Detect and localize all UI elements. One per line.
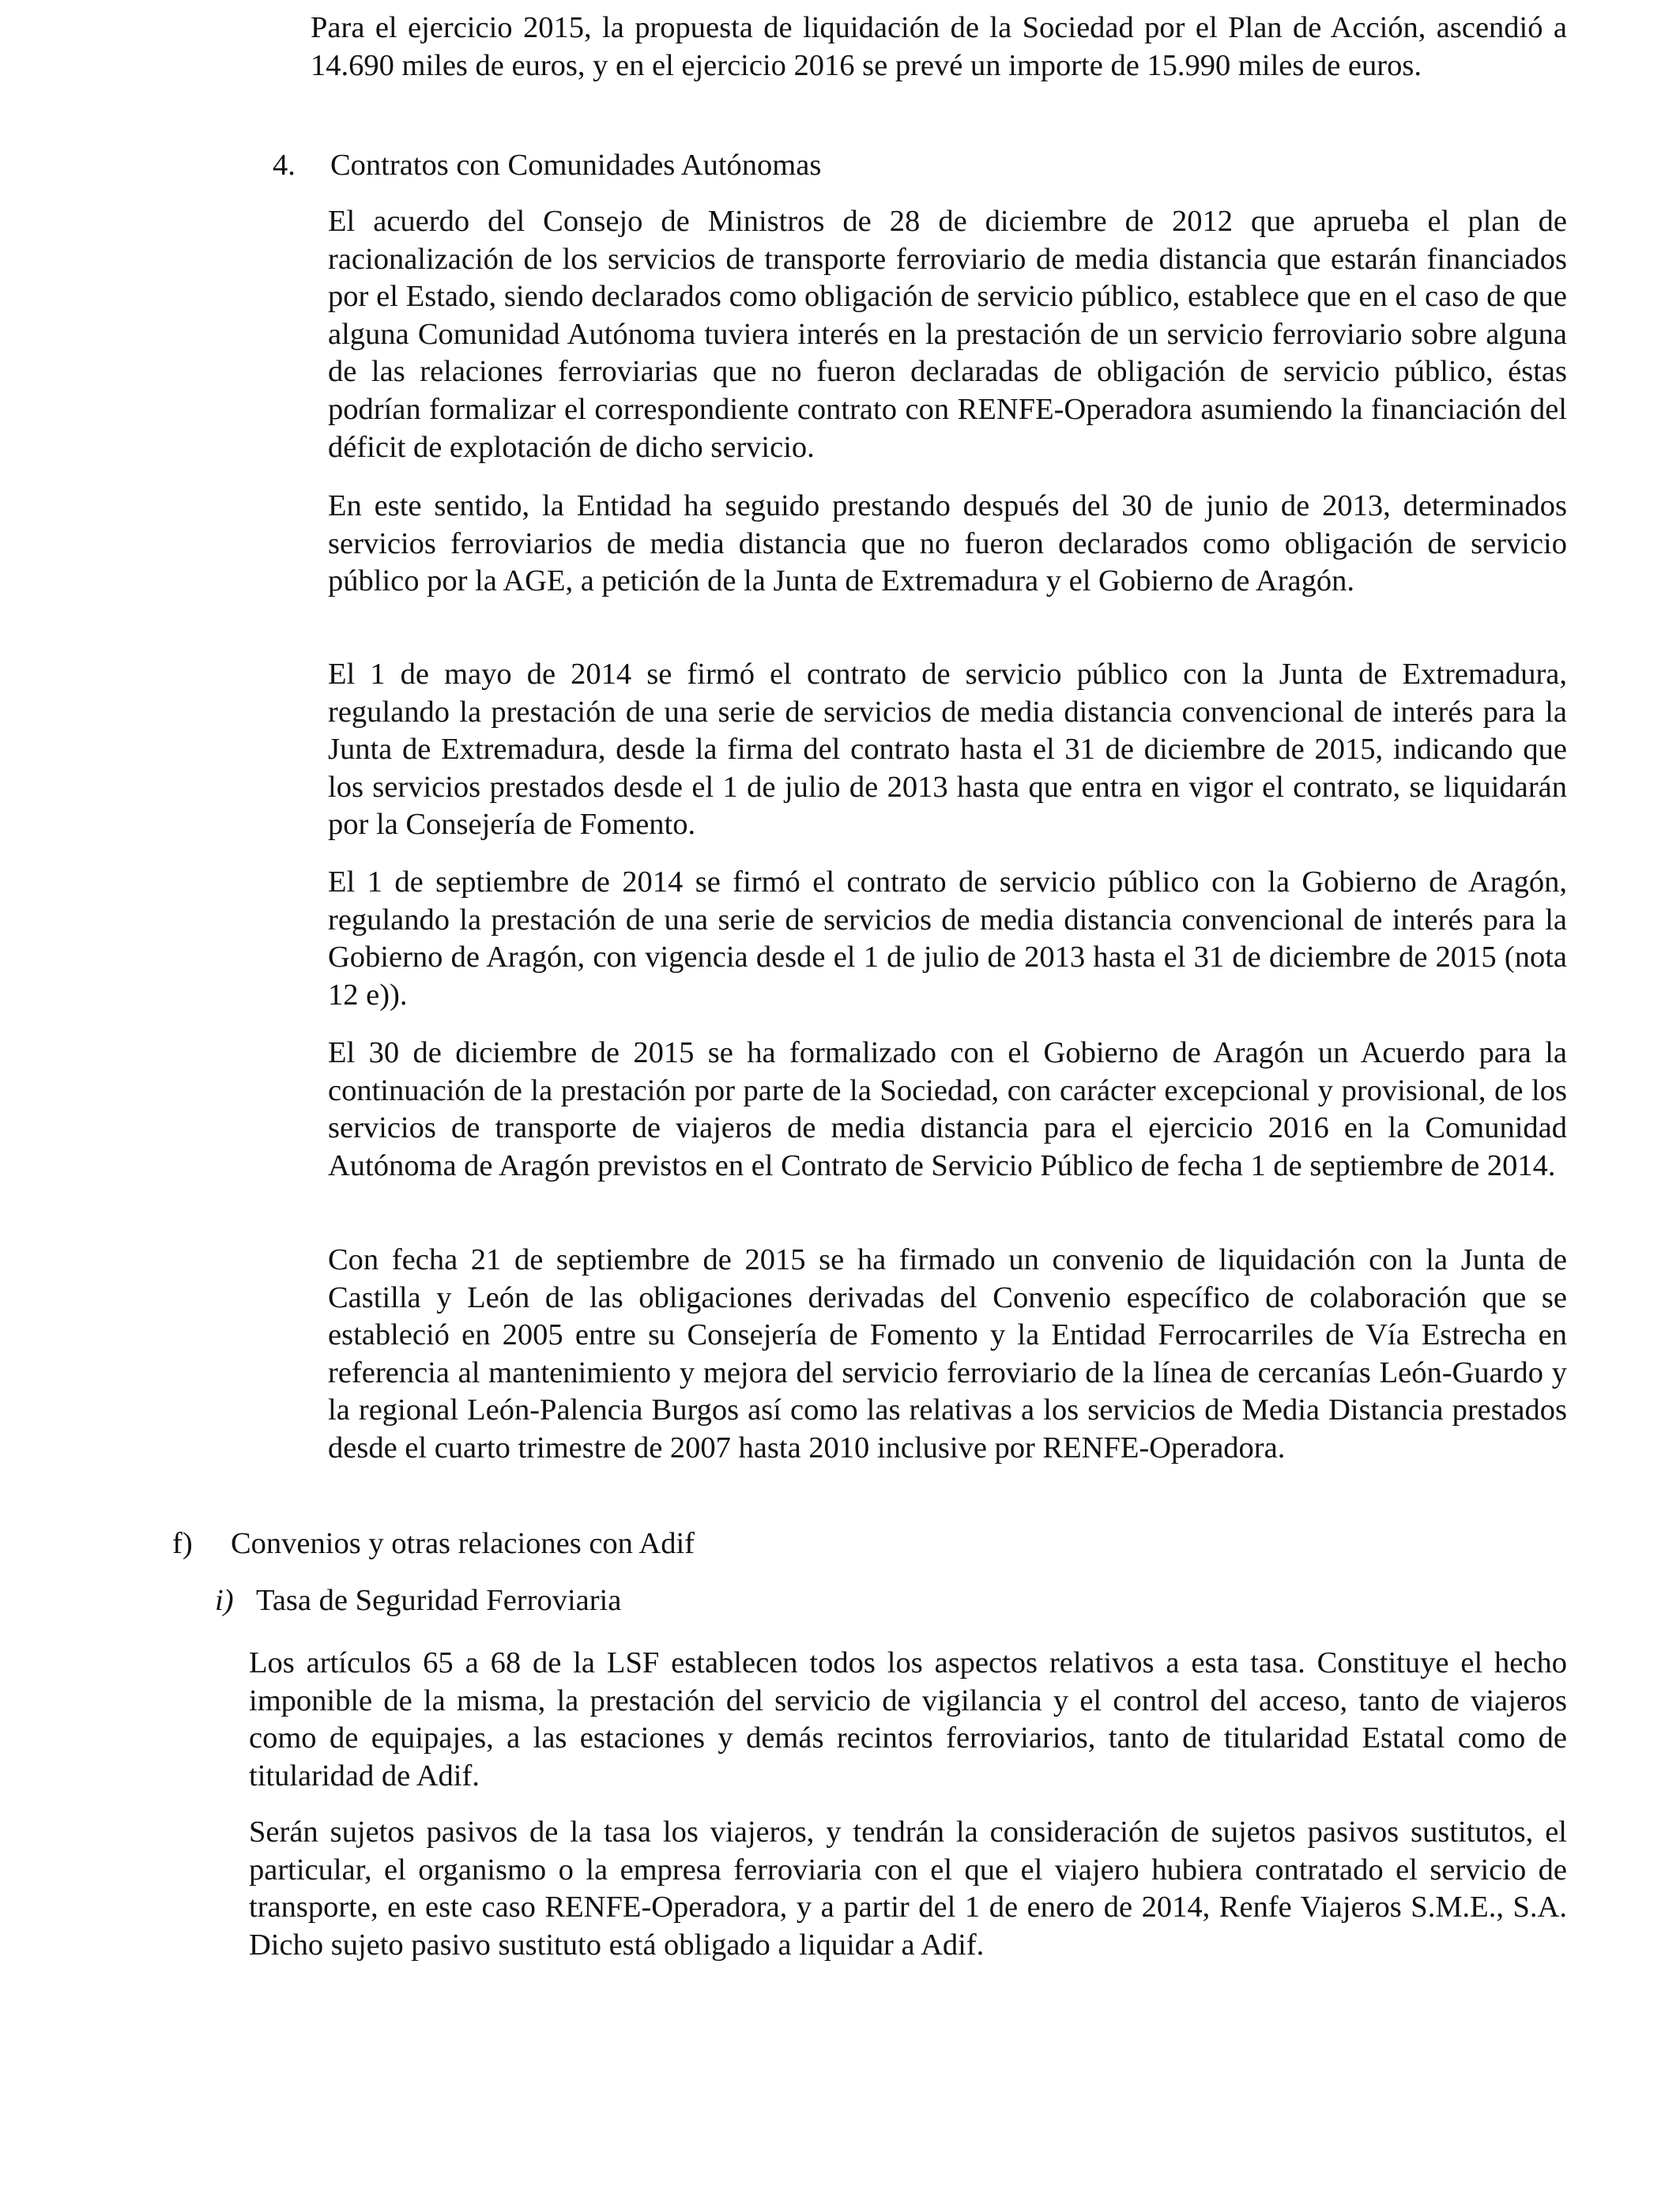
section-4-paragraph: El acuerdo del Consejo de Ministros de 28 de diciembre de 2012 que aprueba el plan de racionalización de los servicios de transporte ferroviario de media distancia que estarán financiados por el Estado, siendo declarados como obligación de servicio público, establece que en el caso de que alguna Comunidad Autónoma tuviera interés en la prestación de un servicio ferroviario sobre alguna de las relaciones ferroviarias que no fueron declaradas de obligación de servicio público, éstas podrían formalizar el correspondiente contrato con RENFE-Operadora asumiendo la financiación del déficit de explotación de dicho servicio. <box>328 205 1567 464</box>
subsection-i-paragraph: Los artículos 65 a 68 de la LSF establecen todos los aspectos relativos a esta tasa. Constituye el hecho imponible de la misma, la prestación del servicio de vigilancia y el control del acceso, tanto de viajeros como de equipajes, a las estaciones y demás recintos ferroviarios, tanto de titularidad Estatal como de titularidad de Adif. <box>249 1646 1567 1793</box>
section-4-paragraph: El 30 de diciembre de 2015 se ha formalizado con el Gobierno de Aragón un Acuerdo para la continuación de la prestación por parte de la Sociedad, con carácter excepcional y provisional, de los servicios de transporte de viajeros de media distancia para el ejercicio 2016 en la Comunidad Autónoma de Aragón previstos en el Contrato de Servicio Público de fecha 1 de septiembre de 2014. <box>328 1036 1567 1182</box>
section-4-paragraph: Con fecha 21 de septiembre de 2015 se ha firmado un convenio de liquidación con la Junta de Castilla y León de las obligaciones derivadas del Convenio específico de colaboración que se estableció en 2005 entre su Consejería de Fomento y la Entidad Ferrocarriles de Vía Estrecha en referencia al mantenimiento y mejora del servicio ferroviario de la línea de cercanías León-Guardo y la regional León-Palencia Burgos así como las relativas a los servicios de Media Distancia prestados desde el cuarto trimestre de 2007 hasta 2010 inclusive por RENFE-Operadora. <box>328 1243 1567 1465</box>
section-f-marker: f) <box>172 1527 193 1560</box>
subsection-i-marker: i) <box>215 1584 234 1617</box>
section-4-number: 4. <box>273 149 296 182</box>
section-f-title: Convenios y otras relaciones con Adif <box>231 1527 695 1560</box>
section-4-paragraph: El 1 de mayo de 2014 se firmó el contrato de servicio público con la Junta de Extremadura, regulando la prestación de una serie de servicios de media distancia convencional de interés para la Junta de Extremadura, desde la firma del contrato hasta el 31 de diciembre de 2015, indicando que los servicios prestados desde el 1 de julio de 2013 hasta que entra en vigor el contrato, se liquidarán por la Consejería de Fomento. <box>328 658 1567 842</box>
section-4-title: Contratos con Comunidades Autónomas <box>330 149 822 182</box>
subsection-i-paragraph: Serán sujetos pasivos de la tasa los viajeros, y tendrán la consideración de sujetos pasivos sustitutos, el particular, el organismo o la empresa ferroviaria con el que el viajero hubiera contratado el servicio de transporte, en este caso RENFE-Operadora, y a partir del 1 de enero de 2014, Renfe Viajeros S.M.E., S.A. Dicho sujeto pasivo sustituto está obligado a liquidar a Adif. <box>249 1815 1567 1962</box>
subsection-i-title: Tasa de Seguridad Ferroviaria <box>256 1584 622 1617</box>
section-4-paragraph: En este sentido, la Entidad ha seguido prestando después del 30 de junio de 2013, determinados servicios ferroviarios de media distancia que no fueron declarados como obligación de servicio público por la AGE, a petición de la Junta de Extremadura y el Gobierno de Aragón. <box>328 489 1567 598</box>
section-4-paragraph: El 1 de septiembre de 2014 se firmó el contrato de servicio público con la Gobierno de Aragón, regulando la prestación de una serie de servicios de media distancia convencional de interés para la Gobierno de Aragón, con vigencia desde el 1 de julio de 2013 hasta el 31 de diciembre de 2015 (nota 12 e)). <box>328 865 1567 1012</box>
intro-paragraph: Para el ejercicio 2015, la propuesta de liquidación de la Sociedad por el Plan de Acción, ascendió a 14.690 miles de euros, y en el ejercicio 2016 se prevé un importe de 15.990 miles de euros. <box>311 11 1567 82</box>
